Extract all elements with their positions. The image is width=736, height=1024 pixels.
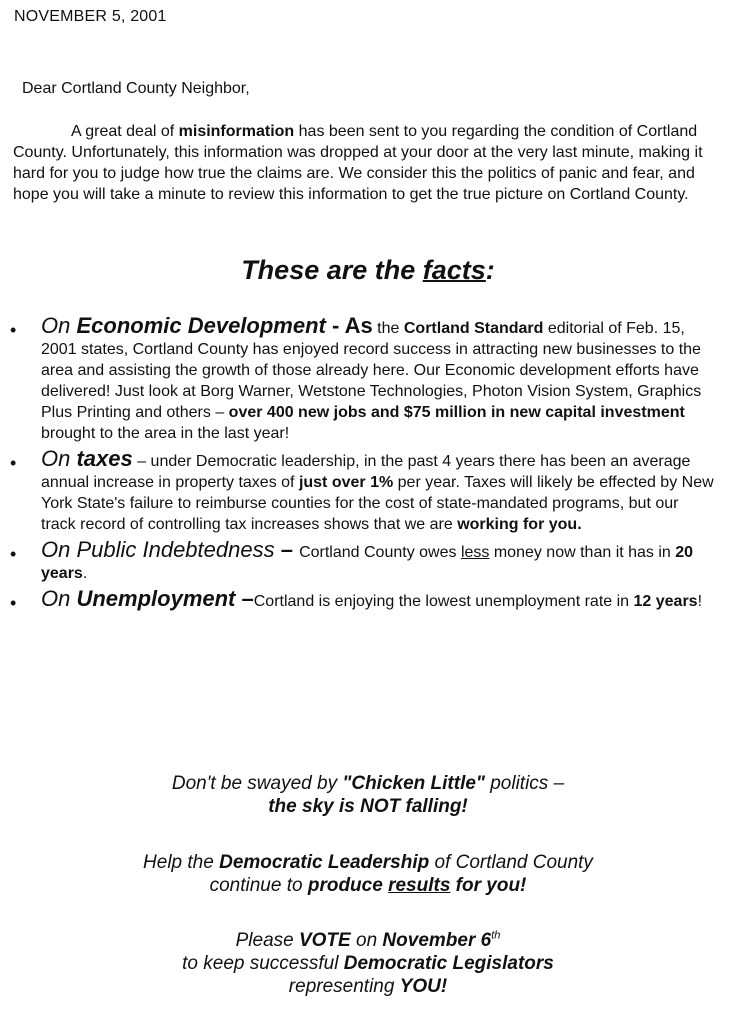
fact-debt-bold-1: 20 years: [41, 544, 694, 582]
closing-line-5-bold-2: November 6: [382, 930, 492, 951]
fact-taxes-bold-1: just over 1%: [298, 474, 394, 491]
closing-line-6-bold: Democratic Legislators: [343, 953, 554, 974]
fact-economic-bold-1: Cortland Standard: [403, 320, 544, 337]
fact-economic-on: On: [41, 313, 77, 338]
fact-unemployment-text-2: !: [697, 593, 703, 610]
fact-unemployment-title: Unemployment: [76, 586, 236, 611]
closing-line-6-pre: to keep successful: [182, 953, 344, 974]
closing-line-5-bold-1: VOTE: [298, 930, 351, 951]
fact-taxes-text-2: per year. Taxes will likely be effected by New York State's failure to reimburse counties for the cost of state-mandated programs, but our track record of controlling tax increases shows that we are: [41, 474, 714, 533]
closing-line-2: [0, 795, 736, 818]
fact-unemployment-on: On: [41, 586, 77, 611]
fact-economic-text-1: the: [372, 320, 404, 337]
fact-debt-text-3: .: [82, 565, 88, 582]
closing-line-5-sup: th: [491, 929, 501, 942]
fact-debt-underlined: less: [460, 544, 490, 561]
fact-economic-bold-2: over 400 new jobs and $75 million in new capital investment: [228, 404, 685, 421]
bullet-icon: •: [10, 320, 17, 340]
fact-debt-text-1: Cortland County owes: [299, 544, 461, 561]
closing-vote: [0, 929, 736, 998]
closing-line-7-pre: representing: [288, 976, 400, 997]
fact-unemployment: [10, 588, 716, 612]
closing-line-5-pre: Please: [235, 930, 299, 951]
facts-list: [10, 315, 716, 616]
closing-line-1-pre: Don't be swayed by: [171, 773, 343, 794]
closing-line-7: [0, 975, 736, 998]
intro-paragraph: [13, 121, 723, 205]
bullet-icon: •: [10, 453, 17, 473]
intro-text-2: has been sent to you regarding the condition of Cortland County. Unfortunately, this information was dropped at your door at the very last minute, making it hard for you to judge how true the claims are. We consider this the politics of panic and fear, and hope you will take a minute to review this information to get the true picture on Cortland County.: [13, 123, 703, 203]
closing-chicken-little: [0, 772, 736, 818]
facts-heading-post: :: [485, 255, 495, 285]
fact-taxes-text-1: – under Democratic leadership, in the past 4 years there has been an average annual increase in property taxes of: [41, 453, 691, 491]
facts-heading-pre: These are the: [241, 255, 423, 285]
intro-bold-misinformation: misinformation: [178, 123, 295, 140]
closing-line-3-bold: Democratic Leadership: [219, 852, 430, 873]
fact-unemployment-bold-1: 12 years: [633, 593, 698, 610]
fact-public-indebtedness: [10, 539, 716, 584]
closing-democratic-leadership: [0, 851, 736, 897]
fact-taxes: [10, 448, 716, 535]
closing-line-4-bold-1: produce: [307, 875, 383, 896]
letter-date: NOVEMBER 5, 2001: [14, 8, 167, 25]
closing-line-4: [0, 874, 736, 897]
fact-debt-title: On Public Indebtedness: [41, 537, 275, 562]
closing-line-3: [0, 851, 736, 874]
closing-line-5: [0, 929, 736, 952]
intro-text-1: A great deal of: [71, 123, 179, 140]
facts-heading-underlined: facts: [422, 255, 486, 285]
bullet-icon: •: [10, 544, 17, 564]
closing-line-1: [0, 772, 736, 795]
facts-heading: [0, 255, 736, 286]
closing-line-1-bold: "Chicken Little": [342, 773, 485, 794]
fact-unemployment-dash: –: [235, 586, 254, 611]
closing-line-4-underlined: results: [388, 875, 451, 896]
fact-taxes-title: taxes: [76, 446, 133, 471]
closing-line-5-mid: on: [350, 930, 383, 951]
closing-line-3-post: of Cortland County: [429, 852, 593, 873]
salutation: Dear Cortland County Neighbor,: [22, 80, 250, 97]
closing-line-1-post: politics –: [484, 773, 565, 794]
bullet-icon: •: [10, 593, 17, 613]
fact-debt-text-2: money now than it has in: [489, 544, 676, 561]
fact-economic-title: Economic Development: [76, 313, 326, 338]
fact-economic-text-3: brought to the area in the last year!: [41, 425, 290, 442]
closing-line-2-bold: the sky is NOT falling!: [268, 796, 468, 817]
fact-taxes-on: On: [41, 446, 77, 471]
closing-line-4-bold-2: for you!: [450, 875, 527, 896]
closing-line-6: [0, 952, 736, 975]
closing-line-7-bold: YOU!: [399, 976, 448, 997]
fact-taxes-bold-2: working for you.: [457, 516, 582, 533]
closing-line-3-pre: Help the: [143, 852, 220, 873]
fact-debt-dash: –: [274, 537, 300, 562]
fact-economic-dash: - As: [325, 313, 373, 338]
closing-line-4-pre: continue to: [209, 875, 308, 896]
fact-unemployment-text-1: Cortland is enjoying the lowest unemployment rate in: [253, 593, 634, 610]
fact-economic-text-2: editorial of Feb. 15, 2001 states, Cortland County has enjoyed record success in attracting new businesses to the area and assisting the growth of those already here. Our Economic development efforts have delivered! Just look at Borg Warner, Wetstone Technologies, Photon Vision System, Graphics Plus Printing and others –: [41, 320, 702, 421]
fact-economic-development: [10, 315, 716, 444]
